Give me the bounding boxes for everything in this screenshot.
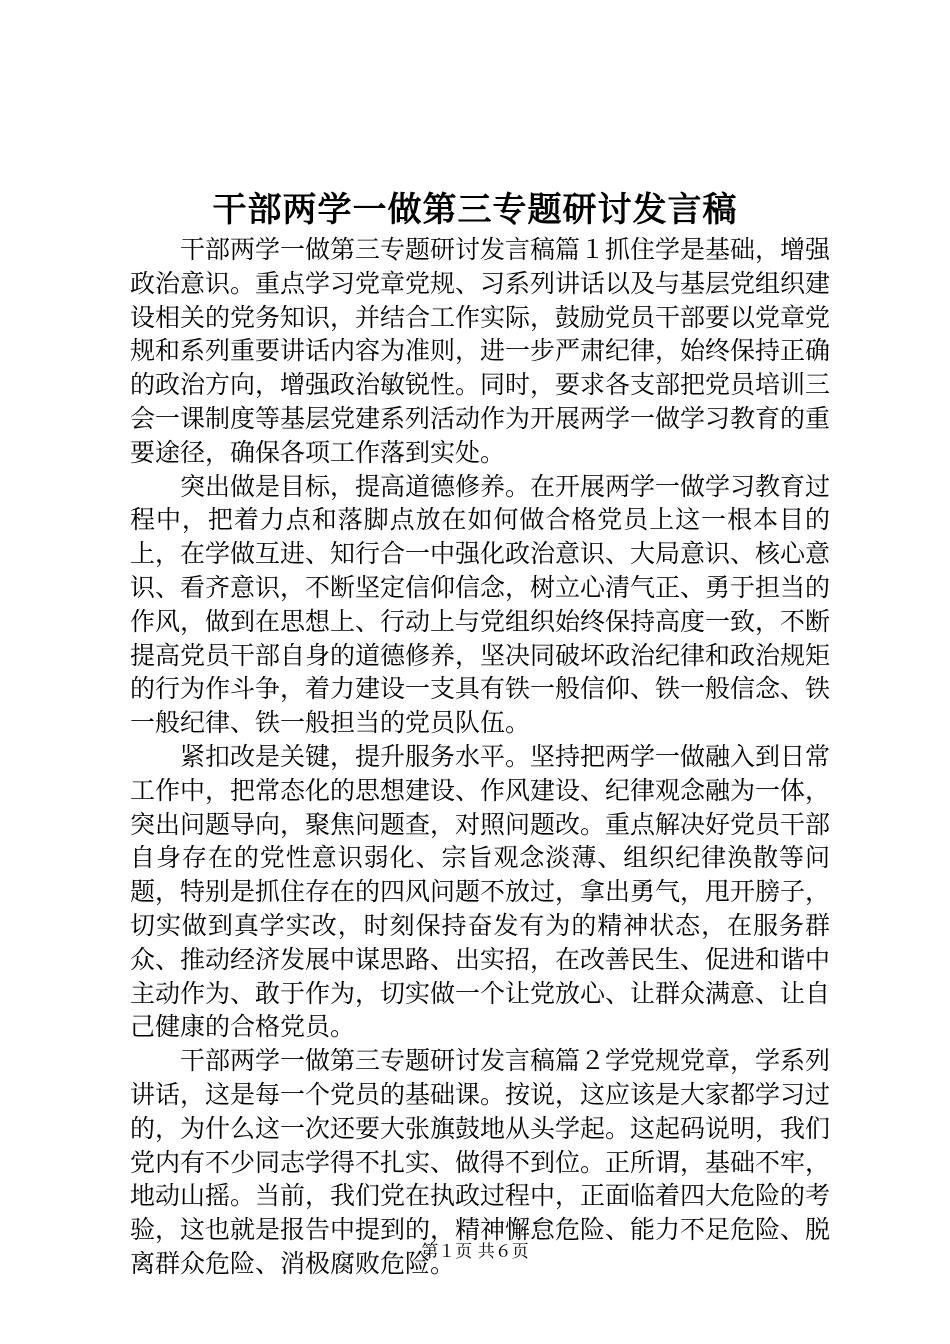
page-footer: 第１页 共６页 bbox=[421, 1242, 529, 1262]
paragraph-3: 紧扣改是关键，提升服务水平。坚持把两学一做融入到日常工作中，把常态化的思想建设、作风建设、纪律观念融为一体，突出问题导向，聚焦问题查，对照问题改。重点解决好党员干部自身存在的党性意识弱化、宗旨观念淡薄、组织纪律涣散等问题，特别是抓住存在的四风问题不放过，拿出勇气，甩开膀子，切实做到真学实改，时刻保持奋发有为的精神状态，在服务群众、推动经济发展中谋思路、出实招，在改善民生、促进和谐中主动作为、敢于作为，切实做一个让党放心、让群众满意、让自己健康的合格党员。 bbox=[130, 741, 831, 1042]
document-title: 干部两学一做第三专题研讨发言稿 bbox=[212, 190, 738, 230]
paragraph-1: 干部两学一做第三专题研讨发言稿篇１抓住学是基础，增强政治意识。重点学习党章党规、习系列讲话以及与基层党组织建设相关的党务知识，并结合工作实际，鼓励党员干部要以党章党规和系列重要讲话内容为准则，进一步严肃纪律，始终保持正确的政治方向，增强政治敏锐性。同时，要求各支部把党员培训三会一课制度等基层党建系列活动作为开展两学一做学习教育的重要途径，确保各项工作落到实处。 bbox=[130, 235, 831, 467]
paragraph-4: 干部两学一做第三专题研讨发言稿篇２学党规党章，学系列讲话，这是每一个党员的基础课。按说，这应该是大家都学习过的，为什么这一次还要大张旗鼓地从头学起。这起码说明，我们党内有不少同志学得不扎实、做得不到位。正所谓，基础不牢，地动山摇。当前，我们党在执政过程中，正面临着四大危险的考验，这也就是报告中提到的，精神懈怠危险、能力不足危险、脱离群众危险、消极腐败危险。 bbox=[130, 1046, 831, 1278]
document-body bbox=[130, 233, 830, 1281]
paragraph-2: 突出做是目标，提高道德修养。在开展两学一做学习教育过程中，把着力点和落脚点放在如何做合格党员上这一根本目的上，在学做互进、知行合一中强化政治意识、大局意识、核心意识、看齐意识，不断坚定信仰信念，树立心清气正、勇于担当的作风，做到在思想上、行动上与党组织始终保持高度一致，不断提高党员干部自身的道德修养，坚决同破坏政治纪律和政治规矩的行为作斗争，着力建设一支具有铁一般信仰、铁一般信念、铁一般纪律、铁一般担当的党员队伍。 bbox=[130, 471, 831, 738]
